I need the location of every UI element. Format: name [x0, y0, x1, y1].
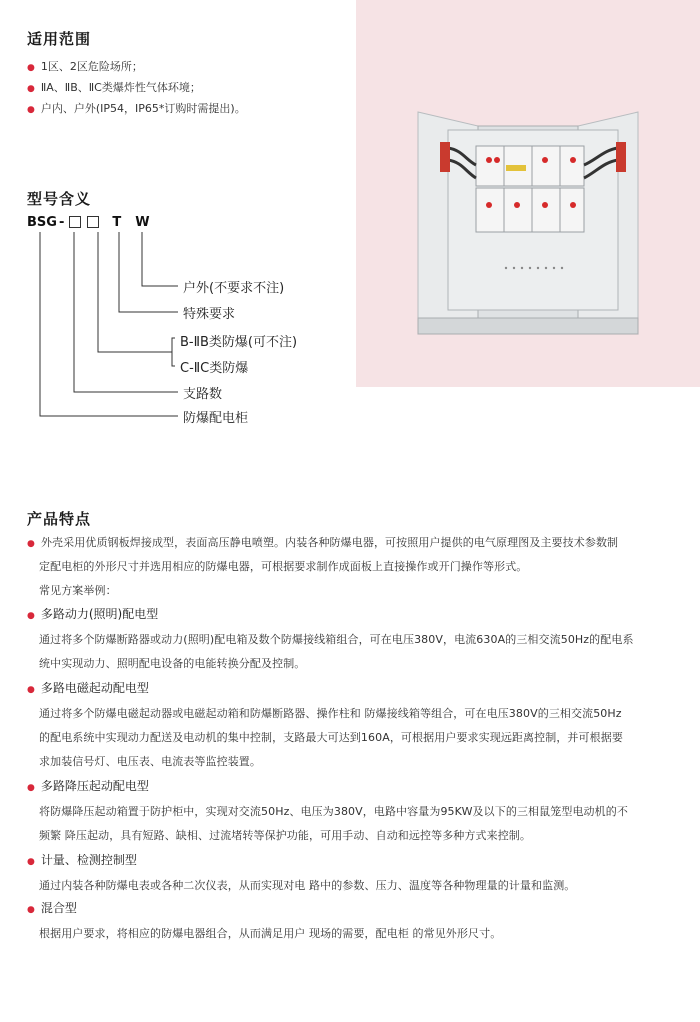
features-intro-line: ● 外壳采用优质钢板焊接成型，表面高压静电喷塑。内装各种防爆电器，可按照用户提供的电气原理图及主要技术参数制	[27, 536, 619, 549]
feature-item-title: ● 多路电磁起动配电型	[27, 681, 149, 695]
feature-item-line: 的配电系统中实现动力配送及电动机的集中控制，支路最大可达到160A，可根据用户要求实现远距离控制，并可根据要	[39, 731, 623, 744]
features-heading: 产品特点	[27, 510, 92, 528]
scope-item: ● ⅡA、ⅡB、ⅡC类爆炸性气体环境；	[27, 81, 201, 94]
label-class-b: B-ⅡB类防爆(可不注)	[180, 335, 298, 350]
bullet-icon: ●	[27, 685, 35, 695]
feature-item-line: 将防爆降压起动箱置于防护柜中，实现对交流50Hz、电压为380V，电路中容量为95KW及以下的三相鼠笼型电动机的不	[39, 805, 628, 818]
bullet-icon: ●	[27, 84, 35, 94]
bullet-icon: ●	[27, 611, 35, 621]
feature-item-title: ● 混合型	[27, 901, 77, 915]
feature-item-title: ● 计量、检测控制型	[27, 853, 137, 867]
label-outdoor: 户外(不要求不注)	[183, 281, 285, 296]
bullet-icon: ●	[27, 783, 35, 793]
features-intro-line: 定配电柜的外形尺寸并选用相应的防爆电器，可根据要求制作成面板上直接操作或开门操作等形式。	[39, 560, 528, 573]
code-t: T	[112, 214, 122, 230]
feature-item-line: 根据用户要求，将相应的防爆电器组合，从而满足用户 现场的需要，配电柜 的常见外形尺寸。	[39, 927, 502, 940]
scope-heading: 适用范围	[27, 30, 92, 48]
bullet-icon: ●	[27, 857, 35, 867]
feature-item-line: 通过内装各种防爆电表或各种二次仪表，从而实现对电 路中的参数、压力、温度等各种物理量的计量和监测。	[39, 879, 576, 892]
label-class-c: C-ⅡC类防爆	[180, 361, 249, 376]
feature-item-line: 频繁 降压起动，具有短路、缺相、过流堵转等保护功能，可用手动、自动和远控等多种方式来控制。	[39, 829, 531, 842]
feature-item-title: ● 多路降压起动配电型	[27, 779, 149, 793]
model-heading: 型号含义	[27, 190, 92, 208]
feature-item-line: 通过将多个防爆断路器或动力(照明)配电箱及数个防爆接线箱组合，可在电压380V，电流630A的三相交流50Hz的配电系	[39, 633, 634, 646]
scope-item: ● 1区、2区危险场所；	[27, 60, 143, 73]
scope-item: ● 户内、户外(IP54，IP65*订购时需提出)。	[27, 102, 246, 115]
label-branches: 支路数	[183, 387, 223, 402]
feature-item-line: 统中实现动力、照明配电设备的电能转换分配及控制。	[39, 657, 306, 670]
feature-item-line: 通过将多个防爆电磁起动器或电磁起动箱和防爆断路器、操作柱和 防爆接线箱等组合，可在电压380V的三相交流50Hz	[39, 707, 622, 720]
code-dash: -	[58, 214, 65, 230]
feature-item-line: 求加装信号灯、电压表、电流表等监控装置。	[39, 755, 261, 768]
label-cabinet: 防爆配电柜	[183, 411, 249, 426]
bullet-icon: ●	[27, 105, 35, 115]
label-special: 特殊要求	[183, 307, 236, 322]
code-prefix: BSG	[27, 214, 57, 230]
product-image-panel	[356, 0, 700, 387]
feature-item-title: ● 多路动力(照明)配电型	[27, 607, 159, 621]
cabinet-illustration	[356, 0, 700, 387]
features-intro-line: 常见方案举例：	[39, 584, 117, 597]
code-w: W	[135, 214, 150, 230]
model-tree-lines	[0, 0, 350, 430]
bullet-icon: ●	[27, 905, 35, 915]
bullet-icon: ●	[27, 539, 35, 549]
bullet-icon: ●	[27, 63, 35, 73]
